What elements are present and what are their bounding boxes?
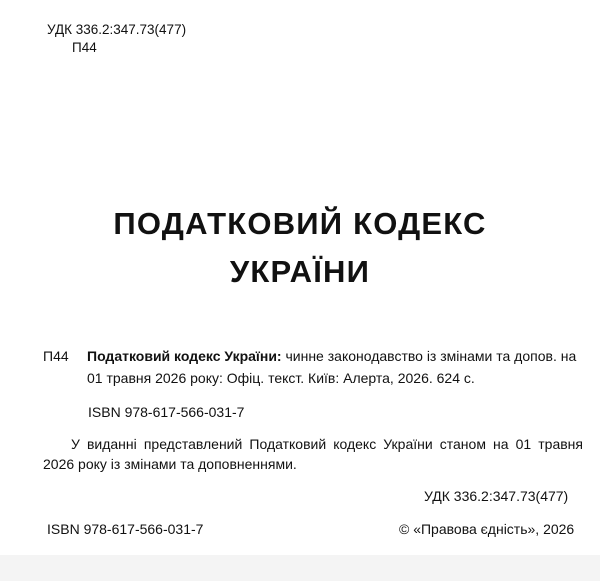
bibliographic-title: Податковий кодекс України: [87, 348, 282, 364]
isbn-record: ISBN 978-617-566-031-7 [88, 404, 245, 420]
author-code-top: П44 [72, 40, 97, 55]
bibliographic-description [87, 345, 583, 389]
udk-code-top: УДК 336.2:347.73(477) [47, 22, 187, 37]
book-title-line-1: ПОДАТКОВИЙ КОДЕКС [113, 206, 487, 241]
bibliographic-code: П44 [43, 348, 69, 364]
page-bottom-band [0, 555, 600, 581]
book-title [0, 200, 600, 296]
annotation-text: У виданні представлений Податковий кодекс України станом на 01 травня 2026 року із змінами та доповненнями. [43, 436, 583, 472]
udk-code-bottom: УДК 336.2:347.73(477) [424, 488, 569, 504]
copyright-notice: © «Правова єдність», 2026 [399, 521, 575, 537]
bibliographic-record [43, 345, 583, 389]
book-title-line-2: УКРАЇНИ [229, 254, 371, 289]
bibliographic-details: чинне законодавство із змінами та допов. на 01 травня 2026 року: Офіц. текст. Київ: Алерта, 2026. 624 с. [87, 348, 577, 386]
isbn-footer: ISBN 978-617-566-031-7 [47, 521, 204, 537]
